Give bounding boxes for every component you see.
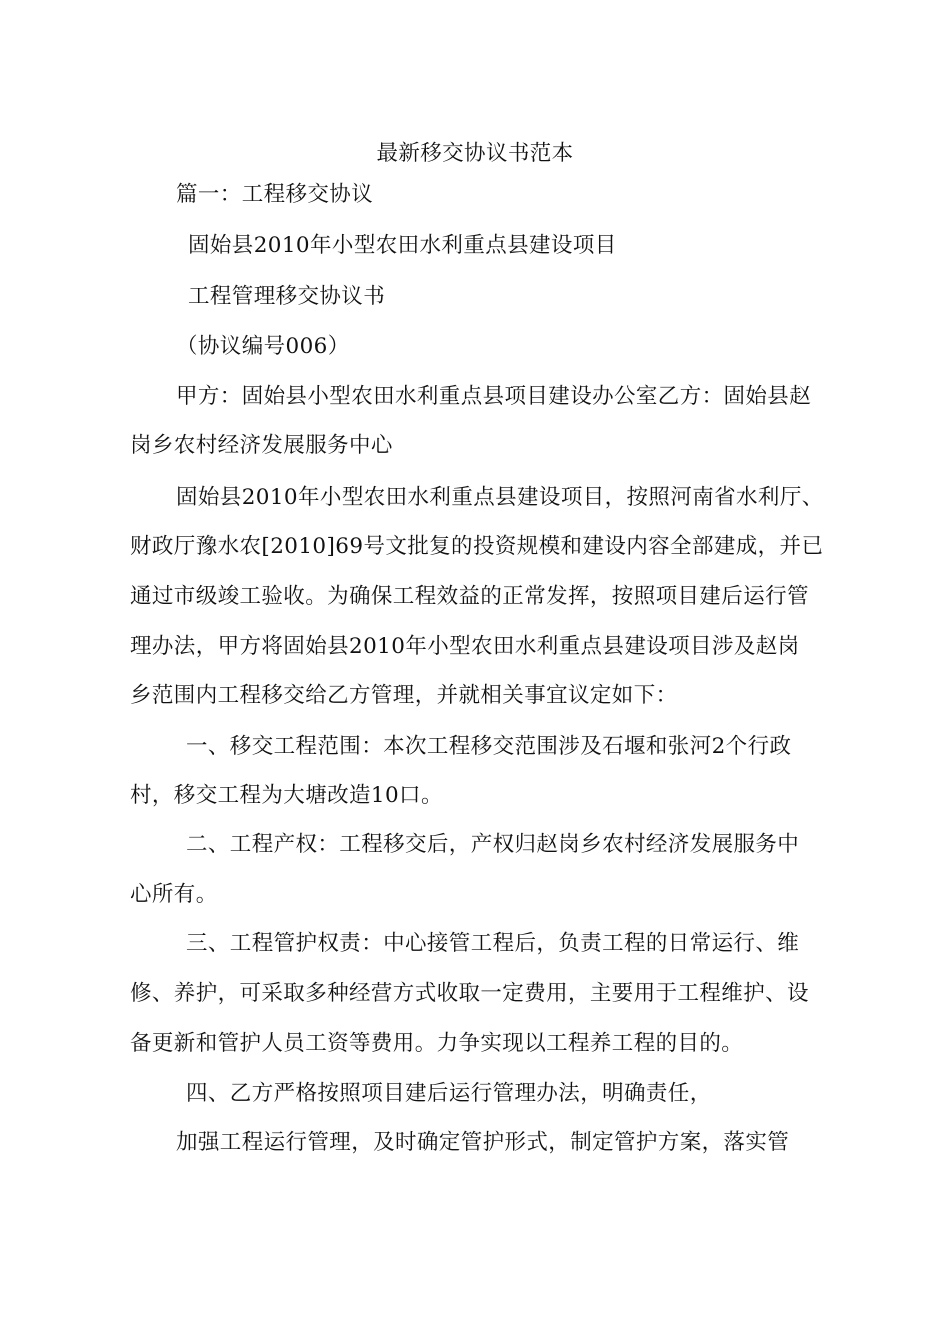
body-line: 固始县2010年小型农田水利重点县建设项目，按照河南省水利厅、 xyxy=(176,485,824,510)
agreement-name: 工程管理移交协议书 xyxy=(188,284,386,309)
body-line: 乡范围内工程移交给乙方管理，并就相关事宜议定如下： xyxy=(130,683,678,708)
clause-1: 一、移交工程范围：本次工程移交范围涉及石堰和张河2个行政 xyxy=(186,734,792,759)
party-line: 甲方：固始县小型农田水利重点县项目建设办公室乙方：固始县赵 xyxy=(176,384,812,409)
body-line: 财政厅豫水农[2010]69号文批复的投资规模和建设内容全部建成，并已 xyxy=(130,534,824,559)
document-title: 最新移交协议书范本 xyxy=(376,141,574,166)
body-line: 通过市级竣工验收。为确保工程效益的正常发挥，按照项目建后运行管 xyxy=(130,584,809,609)
clause-4: 四、乙方严格按照项目建后运行管理办法，明确责任， xyxy=(186,1081,712,1106)
clause-3: 修、养护，可采取多种经营方式收取一定费用，主要用于工程维护、设 xyxy=(130,981,809,1006)
party-line: 岗乡农村经济发展服务中心 xyxy=(130,433,393,458)
agreement-number: （协议编号006） xyxy=(176,334,350,359)
body-line: 理办法，甲方将固始县2010年小型农田水利重点县建设项目涉及赵岗 xyxy=(130,634,800,659)
clause-2: 二、工程产权：工程移交后，产权归赵岗乡农村经济发展服务中 xyxy=(186,832,800,857)
clause-3: 备更新和管护人员工资等费用。力争实现以工程养工程的目的。 xyxy=(130,1031,744,1056)
clause-4: 加强工程运行管理，及时确定管护形式，制定管护方案，落实管 xyxy=(176,1130,790,1155)
project-name: 固始县2010年小型农田水利重点县建设项目 xyxy=(188,233,617,258)
section-heading: 篇一：工程移交协议 xyxy=(176,182,374,207)
clause-3: 三、工程管护权责：中心接管工程后，负责工程的日常运行、维 xyxy=(186,931,800,956)
clause-1: 村，移交工程为大塘改造10口。 xyxy=(130,783,443,808)
clause-2: 心所有。 xyxy=(130,882,218,907)
